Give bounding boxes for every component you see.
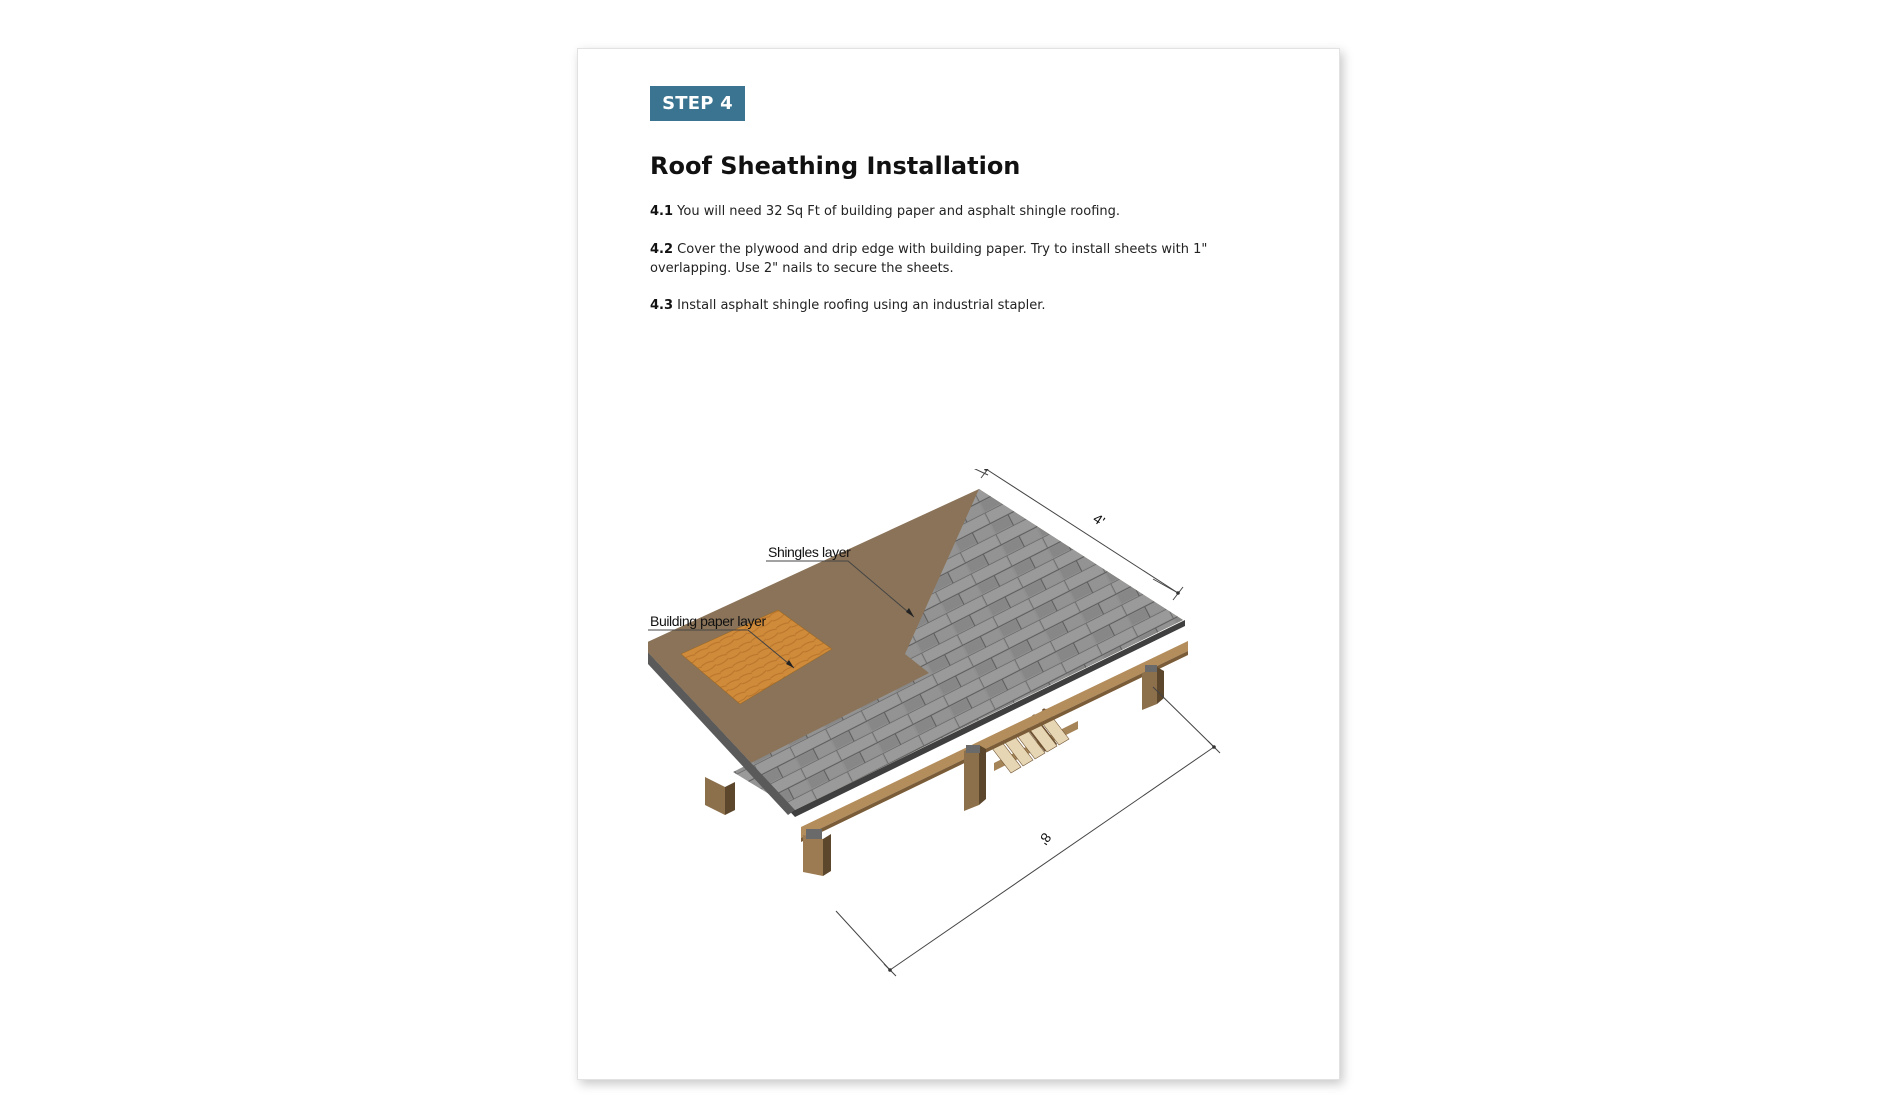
instruction-number: 4.2 xyxy=(650,242,674,257)
instruction-4-2 xyxy=(650,240,1290,278)
instruction-text: Install asphalt shingle roofing using an industrial stapler. xyxy=(677,298,1046,313)
document-page xyxy=(577,48,1340,1080)
instruction-number: 4.3 xyxy=(650,298,674,313)
building-paper-layer-label: Building paper layer xyxy=(650,613,766,629)
page-title: Roof Sheathing Installation xyxy=(650,152,1021,180)
shingles-layer-label: Shingles layer xyxy=(768,544,851,560)
roof-illustration xyxy=(648,469,1298,989)
instruction-4-1 xyxy=(650,202,1290,221)
instruction-number: 4.1 xyxy=(650,204,674,219)
width-dimension-label: 4' xyxy=(1090,510,1108,530)
step-badge: STEP 4 xyxy=(650,86,745,121)
instruction-4-3 xyxy=(650,296,1290,315)
length-dimension-label: 8' xyxy=(1035,830,1055,848)
instruction-text: You will need 32 Sq Ft of building paper and asphalt shingle roofing. xyxy=(677,204,1121,219)
instruction-text: Cover the plywood and drip edge with building paper. Try to install sheets with 1" overlapping. Use 2" nails to secure the sheets. xyxy=(650,242,1208,276)
